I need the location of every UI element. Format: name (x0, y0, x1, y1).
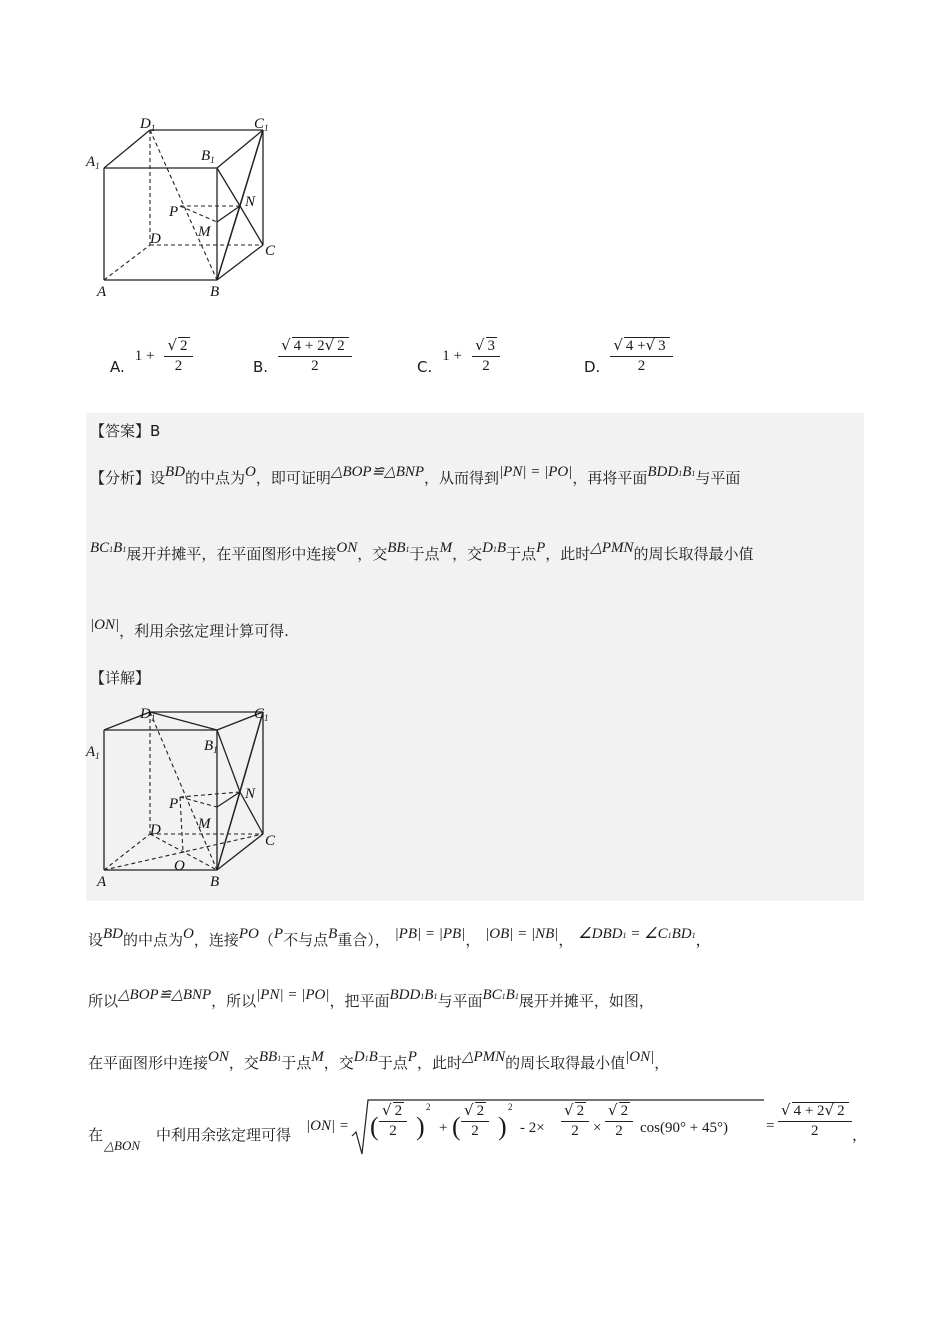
cube-figure-1 (80, 110, 290, 305)
analysis-line-3: |ON|，利用余弦定理计算可得. (90, 617, 289, 640)
answer-line: 【答案】B (90, 422, 161, 440)
option-letter: B. (253, 358, 269, 376)
option-letter: C. (417, 358, 433, 376)
cube-figure-2 (80, 702, 290, 897)
label-m: M (198, 816, 211, 832)
label-c1: $C_1$ (254, 116, 269, 133)
option-c[interactable]: C. 1 + $\frac{√ 3}{2}$ (417, 336, 500, 376)
label-a1: $A_1$ (86, 744, 100, 761)
detail-line-4: 在 △BON 中利用余弦定理可得 |ON| = ( $\frac{√ 2}{2}$ ) 2 + ( $\frac{√ 2}{2}$ ) 2 - 2× $\frac{√ 2}{2}$ × $\frac{√ 2}{2}$ cos(90° + 45°) = $\frac{√ 4 + 2√ 2}{2}$ ， (88, 1098, 868, 1160)
label-o: O (174, 858, 185, 874)
detail-heading: 【详解】 (90, 669, 151, 687)
result-fraction: $\frac{√ 4 + 2√ 2}{2}$ (778, 1102, 852, 1141)
option-letter: D. (584, 358, 601, 376)
label-c: C (265, 243, 276, 259)
label-d1: $D_1$ (140, 116, 156, 133)
label-a: A (97, 874, 107, 890)
analysis-line-2: BC1B1展开并摊平，在平面图形中连接ON，交BB1于点M，交D1B于点P，此时△PMN的周长取得最小值 (90, 540, 754, 563)
label-d1: $D_1$ (140, 706, 156, 723)
label-b1: $B_1$ (201, 148, 215, 165)
option-a-fraction: $\frac{√ 2}{2}$ (164, 337, 192, 376)
label-a: A (97, 284, 107, 300)
option-c-fraction: $\frac{√ 3}{2}$ (472, 337, 500, 376)
label-n: N (245, 194, 256, 210)
detail-line-1: 设BD的中点为O，连接PO（P不与点B重合）， |PB| = |PB|， |OB| = |NB|， ∠DBD1 = ∠C1BD1， (88, 926, 711, 949)
option-b-fraction: $\frac{√ 4 + 2√ 2}{2}$ (278, 337, 352, 376)
label-p: P (169, 796, 179, 812)
option-letter: A. (110, 358, 125, 376)
option-a[interactable]: A. 1 + $\frac{√ 2}{2}$ (110, 336, 193, 376)
label-b1: $B_1$ (204, 738, 218, 755)
label-b: B (210, 284, 220, 300)
option-d[interactable] (584, 336, 673, 376)
detail-line-3: 在平面图形中连接ON，交BB1于点M，交D1B于点P，此时△PMN的周长取得最小值|ON|， (88, 1049, 670, 1072)
option-b[interactable] (253, 336, 352, 376)
label-d: D (150, 231, 161, 247)
label-n: N (245, 786, 256, 802)
label-d: D (150, 822, 161, 838)
detail-line-2: 所以△BOP≌△BNP，所以|PN| = |PO|，把平面BDD1B1与平面BC1B1展开并摊平，如图， (88, 987, 654, 1010)
label-c1: $C_1$ (254, 706, 269, 723)
analysis-line-1: 【分析】设BD的中点为O，即可证明△BOP≌△BNP，从而得到|PN| = |PO|，再将平面BDD1B1与平面 (90, 464, 741, 487)
label-b: B (210, 874, 220, 890)
label-p: P (169, 204, 179, 220)
label-c: C (265, 833, 276, 849)
label-m: M (198, 224, 211, 240)
label-a1: $A_1$ (86, 154, 100, 171)
option-d-fraction: $\frac{√ 4 +√ 3}{2}$ (610, 337, 672, 376)
